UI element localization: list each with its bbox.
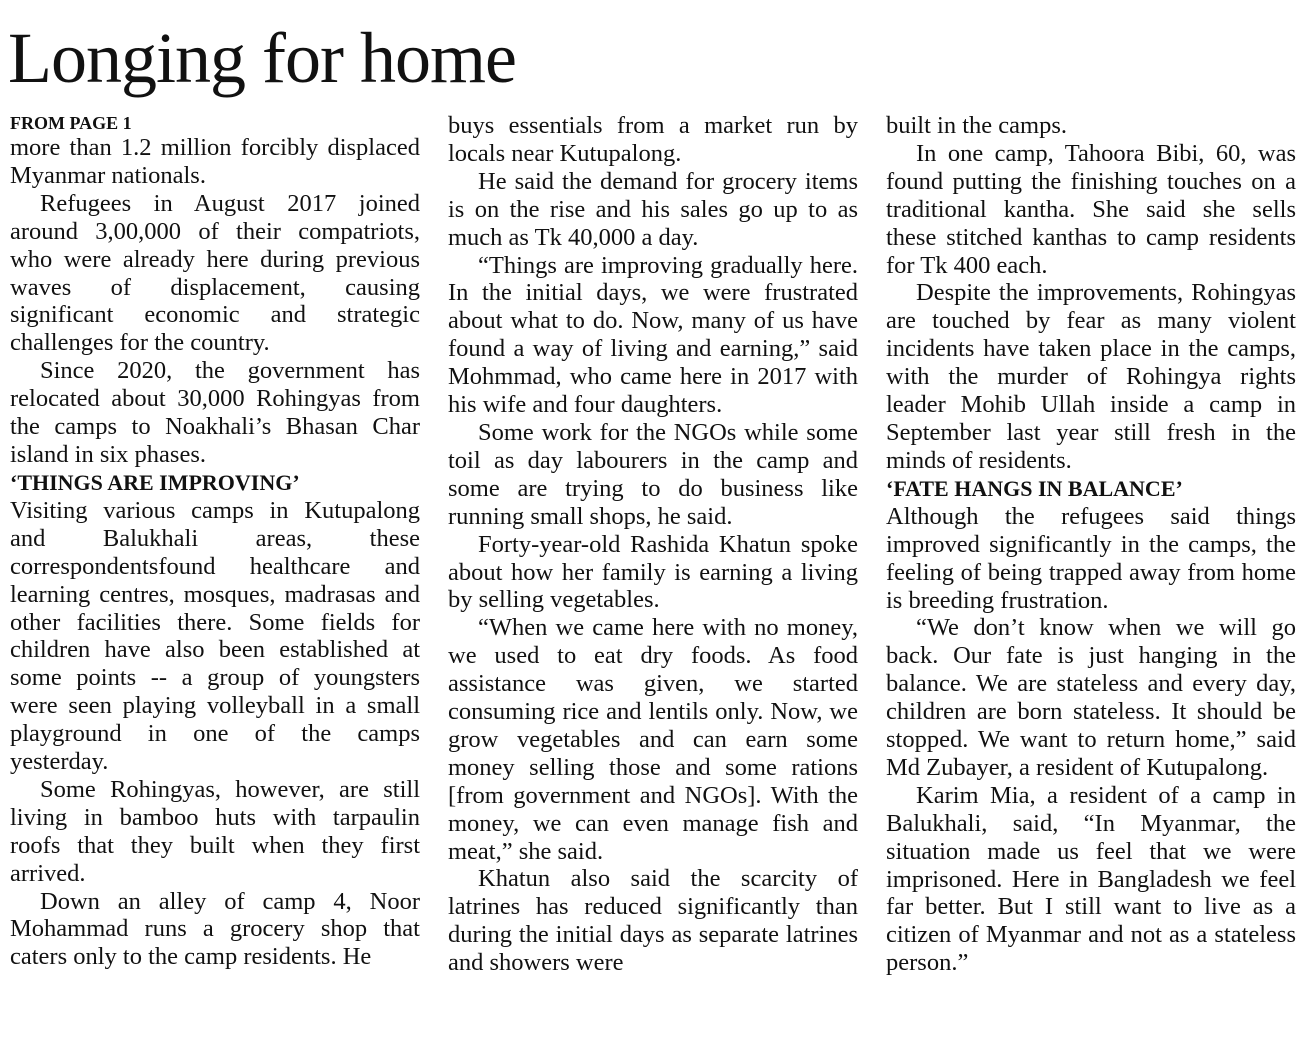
paragraph: “We don’t know when we will go back. Our fate is just hanging in the balance. We are stateless and every day, children are born stateless. It should be stopped. We want to return home,” said Md Zubayer, a resident of Kutupalong.: [886, 614, 1296, 781]
paragraph: Down an alley of camp 4, Noor Mohammad runs a grocery shop that caters only to the camp residents. He: [10, 887, 420, 971]
paragraph: Some work for the NGOs while some toil as day labourers in the camp and some are trying to do business like running small shops, he said.: [448, 418, 858, 530]
paragraph: Visiting various camps in Kutupalong and Balukhali areas, these correspondentsfound healthcare and learning centres, mosques, madrasas and other facilities there. Some fields for children have also been established at some points -- a group of youngsters were seen playing volleyball in a small playground in one of the camps yesterday.: [10, 496, 420, 776]
paragraph: In one camp, Tahoora Bibi, 60, was found putting the finishing touches on a traditional kantha. She said she sells these stitched kanthas to camp residents for Tk 400 each.: [886, 139, 1296, 279]
article-column-3: [886, 112, 1296, 1032]
paragraph: Karim Mia, a resident of a camp in Balukhali, said, “In Myanmar, the situation made us feel that we were imprisoned. Here in Bangladesh we feel far better. But I still want to live as a citizen of Myanmar and not as a stateless person.”: [886, 781, 1296, 977]
headline: Longing for home: [8, 18, 516, 98]
paragraph: built in the camps.: [886, 112, 1067, 139]
paragraph: Despite the improvements, Rohingyas are touched by fear as many violent incidents have taken place in the camps, with the murder of Rohingya rights leader Mohib Ullah inside a camp in September last year still fresh in the minds of residents.: [886, 279, 1296, 474]
paragraph: Some Rohingyas, however, are still living in bamboo huts with tarpaulin roofs that they built when they first arrived.: [10, 775, 420, 887]
paragraph: buys essentials from a market run by locals near Kutupalong.: [448, 112, 858, 167]
paragraph: Refugees in August 2017 joined around 3,00,000 of their compatriots, who were already here during previous waves of displacement, causing significant economic and strategic challenges for the country.: [10, 189, 420, 357]
article-column-2: [448, 112, 858, 1032]
paragraph: “Things are improving gradually here. In the initial days, we were frustrated about what to do. Now, many of us have found a way of living and earning,” said Mohmmad, who came here in 2017 with his wife and four daughters.: [448, 251, 858, 419]
paragraph: Although the refugees said things improved significantly in the camps, the feeling of being trapped away from home is breeding frustration.: [886, 502, 1296, 614]
continuation-kicker: FROM PAGE 1: [10, 113, 132, 133]
paragraph: Since 2020, the government has relocated about 30,000 Rohingyas from the camps to Noakhali’s Bhasan Char island in six phases.: [10, 357, 420, 468]
paragraph: Khatun also said the scarcity of latrines has reduced significantly than during the initial days as separate latrines and showers were: [448, 865, 858, 977]
paragraph: He said the demand for grocery items is on the rise and his sales go up to as much as Tk 40,000 a day.: [448, 167, 858, 251]
paragraph: more than 1.2 million forcibly displaced Myanmar nationals.: [10, 134, 420, 189]
subheading: ‘THINGS ARE IMPROVING’: [10, 469, 300, 495]
paragraph: “When we came here with no money, we used to eat dry foods. As food assistance was given, we started consuming rice and lentils only. Now, we grow vegetables and can earn some money selling those and some rations [from government and NGOs]. With the money, we can even manage fish and meat,” she said.: [448, 614, 858, 865]
subheading: ‘FATE HANGS IN BALANCE’: [886, 475, 1183, 501]
article-column-1: [10, 112, 420, 1032]
paragraph: Forty-year-old Rashida Khatun spoke about how her family is earning a living by selling vegetables.: [448, 530, 858, 614]
